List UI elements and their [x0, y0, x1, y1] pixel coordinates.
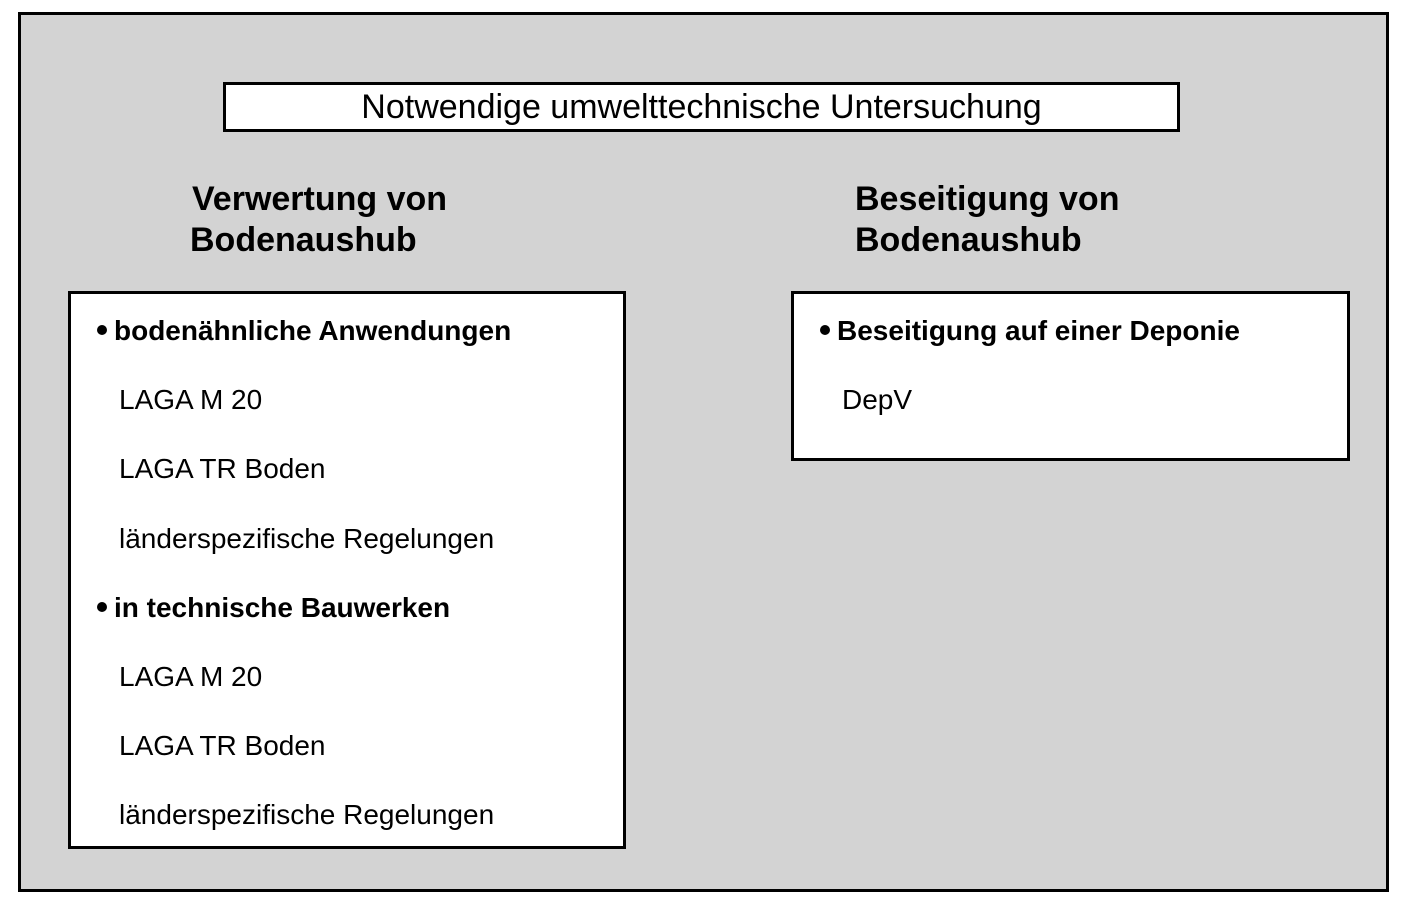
list-item-label: länderspezifische Regelungen — [119, 523, 495, 554]
beseitigung-box — [791, 291, 1350, 461]
list-item-label: Beseitigung auf einer Deponie — [837, 315, 1240, 346]
list-item-deponie — [820, 314, 1240, 348]
list-item-technische-bauwerke — [97, 591, 450, 625]
list-item-bodenaehnliche-anwendungen — [97, 314, 511, 348]
list-item-laga-tr-boden — [119, 729, 326, 763]
list-item-laga-m20 — [119, 383, 262, 417]
heading-verwertung-line-2: Bodenaushub — [190, 221, 417, 259]
diagram-panel — [18, 12, 1389, 892]
list-item-label: in technische Bauwerken — [114, 592, 451, 623]
list-item-label: LAGA TR Boden — [119, 730, 326, 761]
heading-beseitigung — [855, 179, 1119, 261]
diagram-title: Notwendige umwelttechnische Untersuchung — [361, 88, 1042, 126]
heading-beseitigung-line-2: Bodenaushub — [855, 221, 1082, 259]
bullet-icon — [97, 602, 107, 612]
list-item-label: LAGA M 20 — [119, 384, 263, 415]
list-item-laenderspezifische-regelungen — [119, 522, 494, 556]
list-item-laga-m20 — [119, 660, 262, 694]
verwertung-box — [68, 291, 626, 849]
heading-beseitigung-line-1: Beseitigung von — [855, 180, 1120, 218]
list-item-label: länderspezifische Regelungen — [119, 799, 495, 830]
list-item-label: LAGA TR Boden — [119, 453, 326, 484]
title-box — [223, 82, 1180, 132]
bullet-icon — [97, 325, 107, 335]
bullet-icon — [820, 325, 830, 335]
list-item-laenderspezifische-regelungen — [119, 798, 494, 832]
list-item-label: bodenähnliche Anwendungen — [114, 315, 512, 346]
heading-verwertung — [192, 179, 447, 261]
list-item-label: LAGA M 20 — [119, 661, 263, 692]
list-item-label: DepV — [842, 384, 913, 415]
list-item-laga-tr-boden — [119, 452, 326, 486]
heading-verwertung-line-1: Verwertung von — [192, 180, 448, 218]
list-item-depv — [842, 383, 912, 417]
